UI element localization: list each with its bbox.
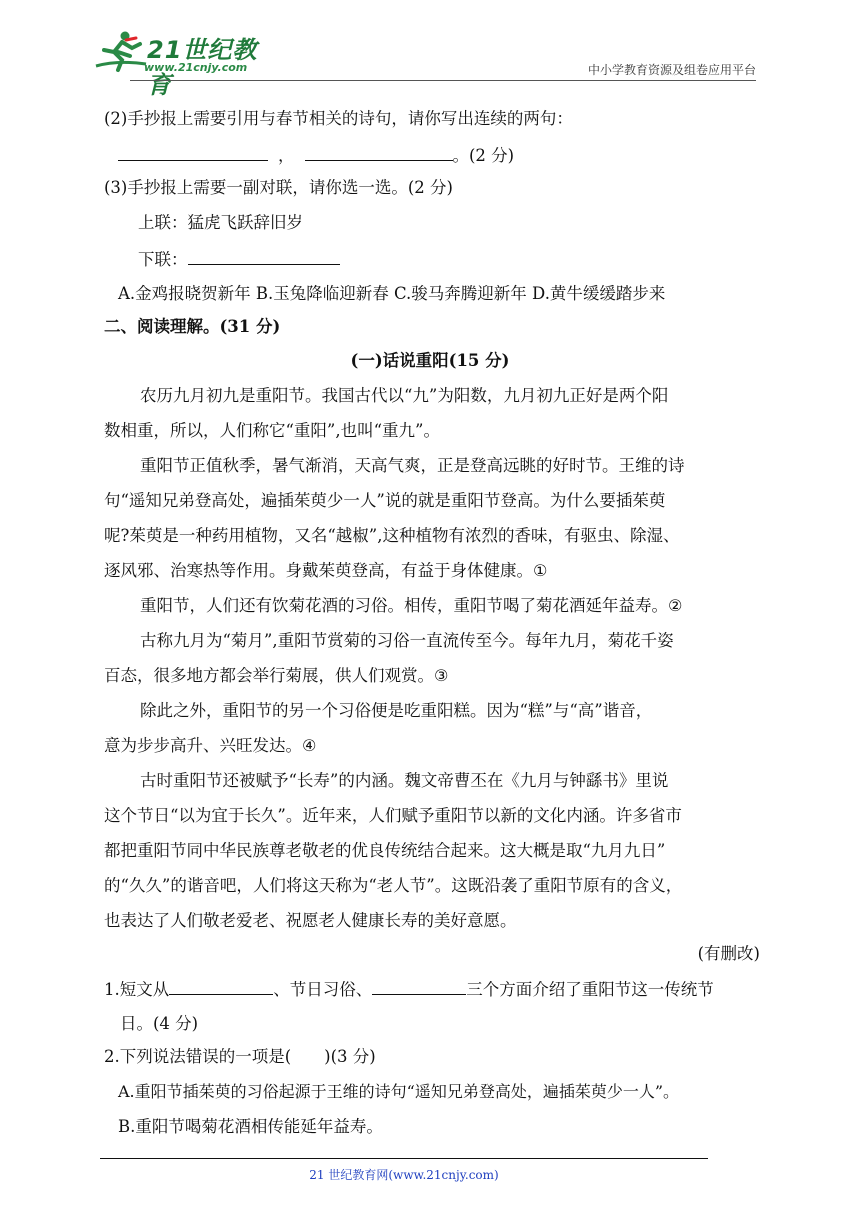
passage-line-with-marker [104, 560, 547, 582]
couplet-lower-line [138, 248, 340, 271]
question-1-suffix: 三个方面介绍了重阳节这一传统节 [466, 980, 714, 999]
logo [92, 30, 282, 99]
comma: ， [278, 146, 295, 165]
question-2-option-a: A.重阳节插茱萸的习俗起源于王维的诗句“遥知兄弟登高处，遍插茱萸少一人”。 [118, 1082, 680, 1101]
header-divider [130, 80, 756, 81]
couplet-upper: 上联：猛虎飞跃辞旧岁 [138, 213, 303, 232]
question-2-text: (2)手抄报上需要引用与春节相关的诗句，请你写出连续的两句： [104, 109, 573, 128]
question-3-options: A.金鸡报晓贺新年 B.玉兔降临迎新春 C.骏马奔腾迎新年 D.黄牛缓缓踏步来 [118, 284, 666, 303]
question-1-prefix: 1.短文从 [104, 980, 170, 999]
question-2-score: 。(2 分) [452, 146, 515, 165]
logo-site: www.21cnjy.com [144, 61, 248, 74]
runner-logo-icon [92, 30, 148, 74]
question-2-option-b: B.重阳节喝菊花酒相传能延年益寿。 [118, 1117, 383, 1136]
marker: ② [668, 596, 683, 615]
answer-blank[interactable] [118, 144, 268, 161]
platform-name: 中小学教育资源及组卷应用平台 [587, 63, 756, 77]
question-1-middle: 、节日习俗、 [273, 980, 373, 999]
passage-line: 古时重阳节还被赋予“长寿”的内涵。魏文帝曹丕在《九月与钟繇书》里说 [140, 771, 669, 790]
passage-line: 这个节日“以为宜于长久”。近年来，人们赋予重阳节以新的文化内涵。许多省市 [104, 806, 682, 825]
marker: ③ [434, 666, 449, 685]
passage-line: 都把重阳节同中华民族尊老敬老的优良传统结合起来。这大概是取“九月九日” [104, 841, 666, 860]
couplet-lower-label: 下联： [138, 250, 188, 269]
section-2-title: 二、阅读理解。(31 分) [104, 317, 281, 336]
passage-line-with-marker [140, 595, 682, 617]
passage-title: (一)话说重阳(15 分) [350, 351, 510, 370]
passage-line: 逐风邪、治寒热等作用。身戴茱萸登高，有益于身体健康。 [104, 561, 533, 580]
question-1-cont: 日。(4 分) [120, 1014, 199, 1033]
question-1-text [104, 978, 714, 1001]
question-3-text: (3)手抄报上需要一副对联，请你选一选。(2 分) [104, 178, 453, 197]
footer-divider [100, 1158, 708, 1159]
answer-blank[interactable] [169, 978, 273, 995]
passage-line-with-marker [104, 735, 316, 757]
logo-brand: 21世纪教育 [147, 36, 258, 99]
passage-line: 数相重，所以，人们称它“重阳”,也叫“重九”。 [104, 421, 440, 440]
answer-blank[interactable] [188, 248, 340, 265]
passage-line: 农历九月初九是重阳节。我国古代以“九”为阳数，九月初九正好是两个阳 [140, 386, 669, 405]
passage-line: 重阳节，人们还有饮菊花酒的习俗。相传，重阳节喝了菊花酒延年益寿。 [140, 596, 668, 615]
passage-line: 呢?茱萸是一种药用植物，又名“越椒”,这种植物有浓烈的香味，有驱虫、除湿、 [104, 526, 680, 545]
passage-line: 的“久久”的谐音吧，人们将这天称为“老人节”。这既沿袭了重阳节原有的含义， [104, 876, 683, 895]
passage-line: 意为步步高升、兴旺发达。 [104, 736, 302, 755]
footer-text: 21 世纪教育网(www.21cnjy.com) [309, 1168, 499, 1182]
page-header [0, 0, 860, 99]
passage-line: 也表达了人们敬老爱老、祝愿老人健康长寿的美好意愿。 [104, 911, 517, 930]
question-2-answer-line [118, 144, 514, 167]
passage-line: 重阳节正值秋季，暑气渐消，天高气爽，正是登高远眺的好时节。王维的诗 [140, 456, 685, 475]
question-2-stem: 2.下列说法错误的一项是( )(3 分) [104, 1047, 376, 1066]
marker: ① [533, 561, 548, 580]
passage-line-with-marker [104, 665, 448, 687]
passage-line: 除此之外，重阳节的另一个习俗便是吃重阳糕。因为“糕”与“高”谐音， [140, 701, 653, 720]
passage-source: (有删改) [697, 944, 760, 963]
passage-line: 句“遥知兄弟登高处，遍插茱萸少一人”说的就是重阳节登高。为什么要插茱萸 [104, 491, 666, 510]
answer-blank[interactable] [305, 144, 453, 161]
passage-line: 古称九月为“菊月”,重阳节赏菊的习俗一直流传至今。每年九月，菊花千姿 [140, 631, 674, 650]
passage-line: 百态，很多地方都会举行菊展，供人们观赏。 [104, 666, 434, 685]
marker: ④ [302, 736, 317, 755]
answer-blank[interactable] [372, 978, 466, 995]
